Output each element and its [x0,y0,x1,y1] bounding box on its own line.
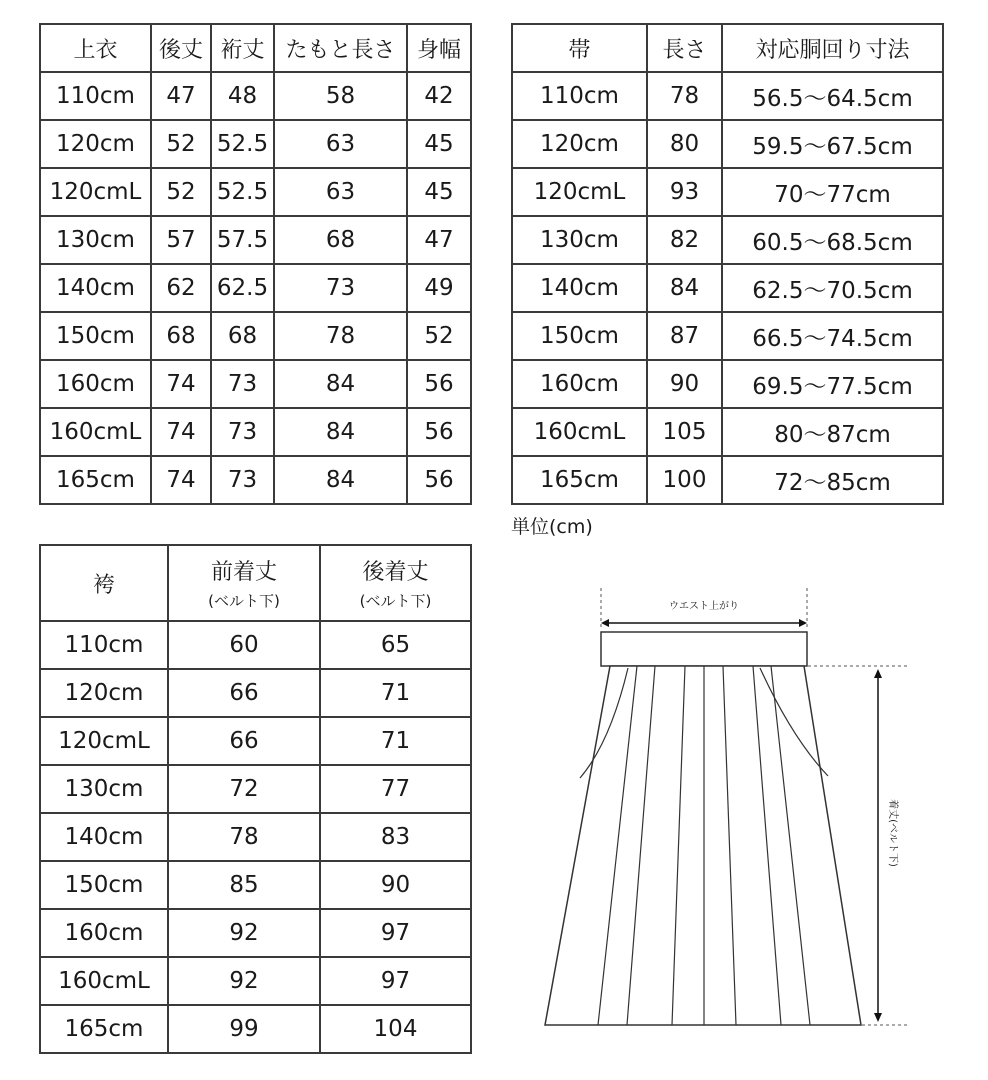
table-row [512,168,943,216]
waist-range-cell: 66.5〜74.5cm [722,312,943,360]
table-row [40,957,471,1005]
table-row [40,1005,471,1053]
body-width-cell: 47 [407,216,471,264]
size-cell: 120cmL [40,717,168,765]
sleeve-bag-length-cell: 84 [274,456,407,504]
size-cell: 165cm [40,456,151,504]
hakama-table-header [40,545,471,621]
table-row [40,360,471,408]
obi-length-cell: 105 [647,408,722,456]
table-row [512,360,943,408]
size-cell: 110cm [40,621,168,669]
sleeve-bag-length-header: たもと長さ [274,24,407,72]
size-cell: 140cm [512,264,647,312]
sleeve-length-cell: 48 [211,72,274,120]
front-length-label: 前着丈 [210,560,277,585]
back-length-cell: 65 [320,621,471,669]
table-row [40,861,471,909]
back-length-cell: 74 [151,408,211,456]
body-width-header: 身幅 [407,24,471,72]
obi-size-table [511,23,944,505]
front-length-header [168,545,320,621]
size-cell: 140cm [40,813,168,861]
back-length-cell: 52 [151,168,211,216]
table-row [40,717,471,765]
sleeve-length-cell: 73 [211,456,274,504]
size-cell: 150cm [40,312,151,360]
waist-range-cell: 56.5〜64.5cm [722,72,943,120]
size-cell: 120cm [40,120,151,168]
table-row [40,168,471,216]
sleeve-length-cell: 73 [211,408,274,456]
front-length-cell: 78 [168,813,320,861]
table-row [512,72,943,120]
back-length-cell: 52 [151,120,211,168]
back-length-cell: 77 [320,765,471,813]
table-row [40,72,471,120]
size-cell: 160cm [40,909,168,957]
size-cell: 130cm [512,216,647,264]
table-row [40,264,471,312]
size-cell: 165cm [40,1005,168,1053]
obi-table-header [512,24,943,72]
sleeve-length-header: 裄丈 [211,24,274,72]
back-length-cell: 57 [151,216,211,264]
size-cell: 160cmL [40,408,151,456]
table-row [512,264,943,312]
waist-arrow-head-right [799,619,807,627]
body-width-cell: 42 [407,72,471,120]
waist-arrow-head-left [601,619,609,627]
hakama-body-outline [545,666,861,1025]
waist-range-header: 対応胴回り寸法 [722,24,943,72]
table-row [512,312,943,360]
back-length-cell: 62 [151,264,211,312]
back-below-belt-note: (ベルト下) [359,592,432,610]
size-cell: 120cm [40,669,168,717]
table-row [40,456,471,504]
table-row [40,312,471,360]
back-length-cell: 74 [151,360,211,408]
back-length-cell: 104 [320,1005,471,1053]
obi-length-cell: 84 [647,264,722,312]
sleeve-bag-length-cell: 84 [274,360,407,408]
table-row [40,621,471,669]
back-length-cell: 71 [320,717,471,765]
obi-header-label: 帯 [512,24,647,72]
waistband [601,632,807,666]
waist-range-cell: 70〜77cm [722,168,943,216]
waist-label: ウエスト上がり [669,601,739,612]
front-below-belt-note: (ベルト下) [208,592,280,610]
jacket-size-table [39,23,472,505]
table-row [40,813,471,861]
size-cell: 160cm [512,360,647,408]
obi-length-cell: 80 [647,120,722,168]
length-label: 着丈(ベルト下) [887,799,898,867]
obi-length-cell: 93 [647,168,722,216]
jacket-header-label: 上衣 [40,24,151,72]
size-cell: 160cmL [512,408,647,456]
body-width-cell: 52 [407,312,471,360]
size-cell: 165cm [512,456,647,504]
table-row [512,456,943,504]
sleeve-length-cell: 62.5 [211,264,274,312]
back-length-cell: 47 [151,72,211,120]
table-row [512,408,943,456]
waist-range-cell: 60.5〜68.5cm [722,216,943,264]
obi-length-cell: 78 [647,72,722,120]
sleeve-bag-length-cell: 63 [274,168,407,216]
waist-range-cell: 72〜85cm [722,456,943,504]
front-length-cell: 85 [168,861,320,909]
sleeve-length-cell: 68 [211,312,274,360]
front-length-cell: 92 [168,957,320,1005]
body-width-cell: 45 [407,120,471,168]
sleeve-length-cell: 52.5 [211,168,274,216]
sleeve-length-cell: 57.5 [211,216,274,264]
sleeve-bag-length-cell: 58 [274,72,407,120]
size-cell: 130cm [40,765,168,813]
hakama-size-table [39,544,472,1054]
table-row [512,216,943,264]
waist-range-cell: 59.5〜67.5cm [722,120,943,168]
waist-range-cell: 69.5〜77.5cm [722,360,943,408]
size-cell: 160cmL [40,957,168,1005]
sleeve-bag-length-cell: 68 [274,216,407,264]
back-length-cell: 90 [320,861,471,909]
back-length-header [320,545,471,621]
size-cell: 120cmL [512,168,647,216]
jacket-table-header [40,24,471,72]
size-cell: 150cm [40,861,168,909]
back-length-cell: 83 [320,813,471,861]
body-width-cell: 56 [407,408,471,456]
unit-label: 単位(cm) [511,516,593,538]
hakama-measurement-diagram [540,578,920,1048]
sleeve-bag-length-cell: 63 [274,120,407,168]
back-length-header: 後丈 [151,24,211,72]
sleeve-bag-length-cell: 73 [274,264,407,312]
table-row [40,909,471,957]
size-cell: 150cm [512,312,647,360]
back-length-cell: 74 [151,456,211,504]
table-row [40,216,471,264]
back-length-cell: 68 [151,312,211,360]
size-cell: 120cmL [40,168,151,216]
front-length-cell: 60 [168,621,320,669]
table-row [512,120,943,168]
front-length-cell: 92 [168,909,320,957]
front-length-cell: 72 [168,765,320,813]
body-width-cell: 56 [407,456,471,504]
table-row [40,669,471,717]
back-length-cell: 71 [320,669,471,717]
back-length-label: 後着丈 [362,560,429,585]
waist-range-cell: 62.5〜70.5cm [722,264,943,312]
waist-range-cell: 80〜87cm [722,408,943,456]
obi-length-cell: 100 [647,456,722,504]
obi-length-cell: 82 [647,216,722,264]
sleeve-bag-length-cell: 84 [274,408,407,456]
sleeve-length-cell: 73 [211,360,274,408]
back-length-cell: 97 [320,957,471,1005]
size-cell: 140cm [40,264,151,312]
table-row [40,408,471,456]
size-cell: 130cm [40,216,151,264]
table-row [40,120,471,168]
hakama-header-label: 袴 [40,545,168,621]
back-length-cell: 97 [320,909,471,957]
sleeve-bag-length-cell: 78 [274,312,407,360]
obi-length-header: 長さ [647,24,722,72]
size-cell: 120cm [512,120,647,168]
sleeve-length-cell: 52.5 [211,120,274,168]
size-cell: 110cm [512,72,647,120]
obi-length-cell: 87 [647,312,722,360]
front-length-cell: 99 [168,1005,320,1053]
length-arrow-head-top [874,669,882,678]
table-row [40,765,471,813]
length-arrow-head-bottom [874,1013,882,1022]
body-width-cell: 49 [407,264,471,312]
obi-length-cell: 90 [647,360,722,408]
size-cell: 160cm [40,360,151,408]
front-length-cell: 66 [168,669,320,717]
size-cell: 110cm [40,72,151,120]
body-width-cell: 45 [407,168,471,216]
front-length-cell: 66 [168,717,320,765]
body-width-cell: 56 [407,360,471,408]
